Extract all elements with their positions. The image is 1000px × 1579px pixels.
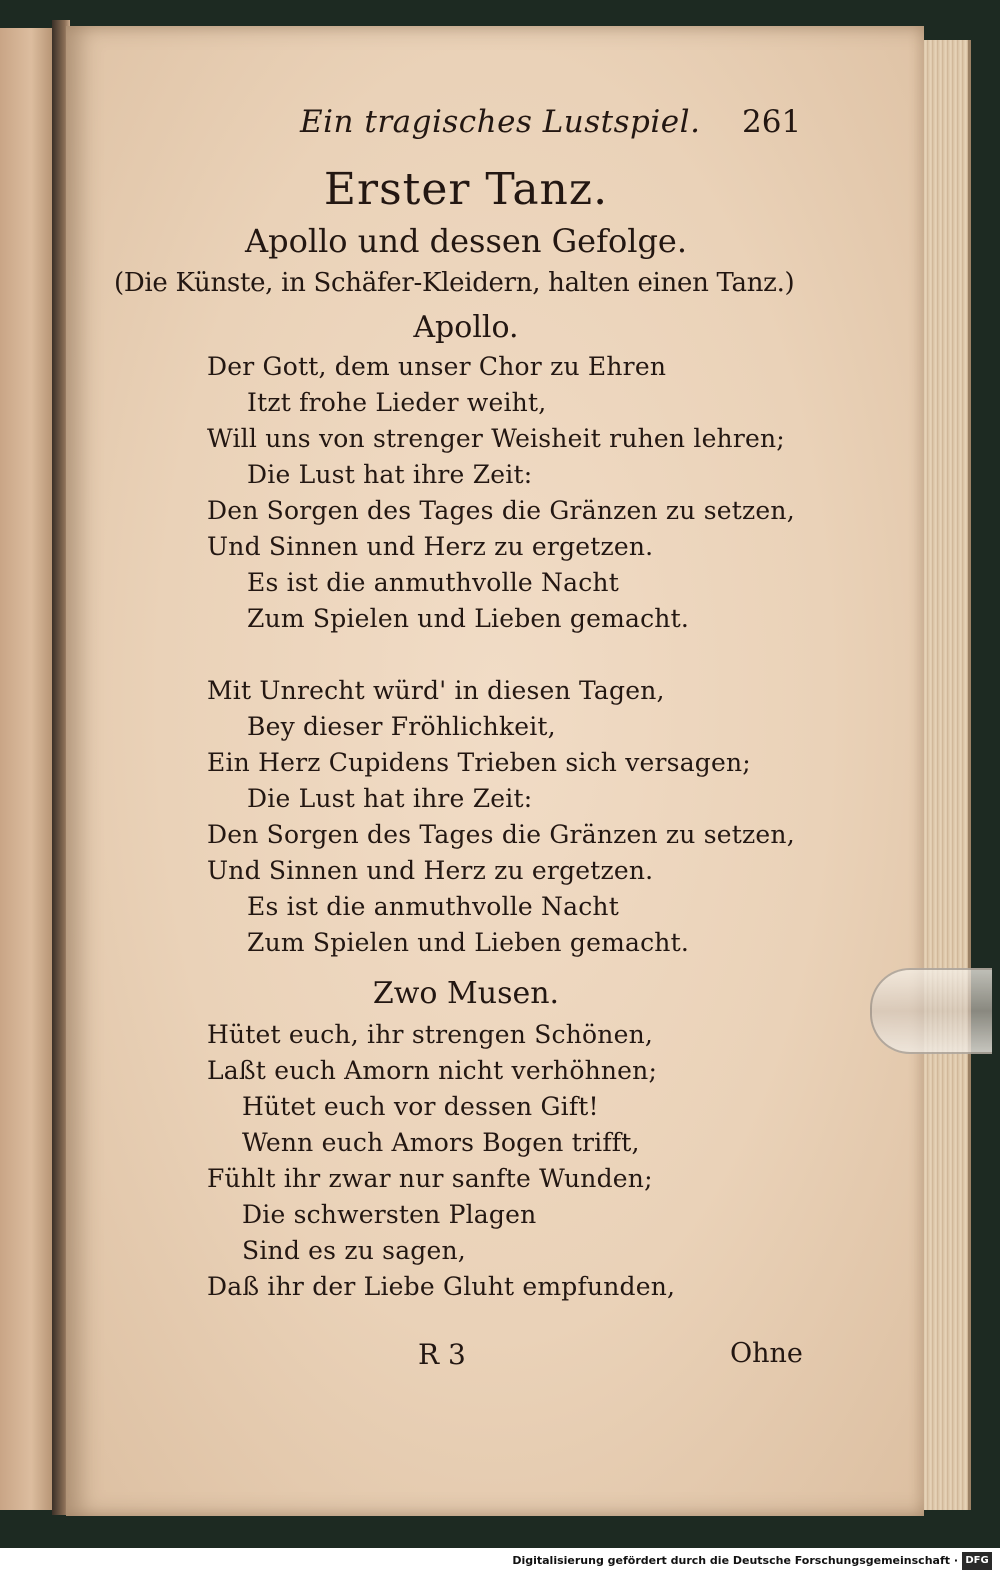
- section-heading: Erster Tanz.: [323, 164, 609, 215]
- verse-line: Bey dieser Fröhlichkeit,: [247, 712, 556, 741]
- verse-line: Wenn euch Amors Bogen trifft,: [242, 1128, 640, 1157]
- verse-line: Die schwersten Plagen: [242, 1200, 537, 1229]
- credit-text: Digitalisierung gefördert durch die Deutsche Forschungsgemeinschaft ·: [512, 1554, 958, 1567]
- verse-line: Fühlt ihr zwar nur sanfte Wunden;: [207, 1164, 653, 1193]
- verse-line: Zum Spielen und Lieben gemacht.: [247, 604, 689, 633]
- verse-line: Es ist die anmuthvolle Nacht: [247, 892, 619, 921]
- page-number: 261: [742, 104, 802, 140]
- verse-line: Itzt frohe Lieder weiht,: [247, 388, 547, 417]
- verse-line: Der Gott, dem unser Chor zu Ehren: [207, 352, 667, 381]
- verse-line: Die Lust hat ihre Zeit:: [247, 784, 533, 813]
- verse-line: Und Sinnen und Herz zu ergetzen.: [207, 532, 654, 561]
- speaker-muses: Zwo Musen.: [372, 976, 560, 1011]
- stage-direction: (Die Künste, in Schäfer-Kleidern, halten einen Tanz.): [114, 268, 795, 298]
- book-page: [66, 26, 924, 1516]
- verse-line: Den Sorgen des Tages die Gränzen zu setzen,: [207, 820, 795, 849]
- verse-line: Hütet euch vor dessen Gift!: [242, 1092, 599, 1121]
- verse-line: Daß ihr der Liebe Gluht empfunden,: [207, 1272, 676, 1301]
- verse-line: Sind es zu sagen,: [242, 1236, 466, 1265]
- running-title: Ein tragisches Lustspiel.: [300, 104, 701, 140]
- verse-line: Laßt euch Amorn nicht verhöhnen;: [207, 1056, 658, 1085]
- verse-line: Will uns von strenger Weisheit ruhen lehren;: [207, 424, 785, 453]
- signature-mark: R 3: [418, 1338, 466, 1371]
- dfg-logo: DFG: [962, 1552, 992, 1570]
- verse-line: Und Sinnen und Herz zu ergetzen.: [207, 856, 654, 885]
- catchword: Ohne: [730, 1338, 803, 1369]
- verse-line: Hütet euch, ihr strengen Schönen,: [207, 1020, 654, 1049]
- speaker-apollo: Apollo.: [413, 310, 519, 345]
- verse-line: Es ist die anmuthvolle Nacht: [247, 568, 619, 597]
- verse-line: Zum Spielen und Lieben gemacht.: [247, 928, 689, 957]
- verse-line: Den Sorgen des Tages die Gränzen zu setzen,: [207, 496, 795, 525]
- verse-line: Ein Herz Cupidens Trieben sich versagen;: [207, 748, 751, 777]
- page-stack-edge: [918, 40, 971, 1510]
- page-clip: [870, 968, 992, 1054]
- verse-line: Die Lust hat ihre Zeit:: [247, 460, 533, 489]
- previous-page-edge: [0, 28, 54, 1510]
- verse-line: Mit Unrecht würd' in diesen Tagen,: [207, 676, 665, 705]
- section-subheading: Apollo und dessen Gefolge.: [244, 222, 688, 260]
